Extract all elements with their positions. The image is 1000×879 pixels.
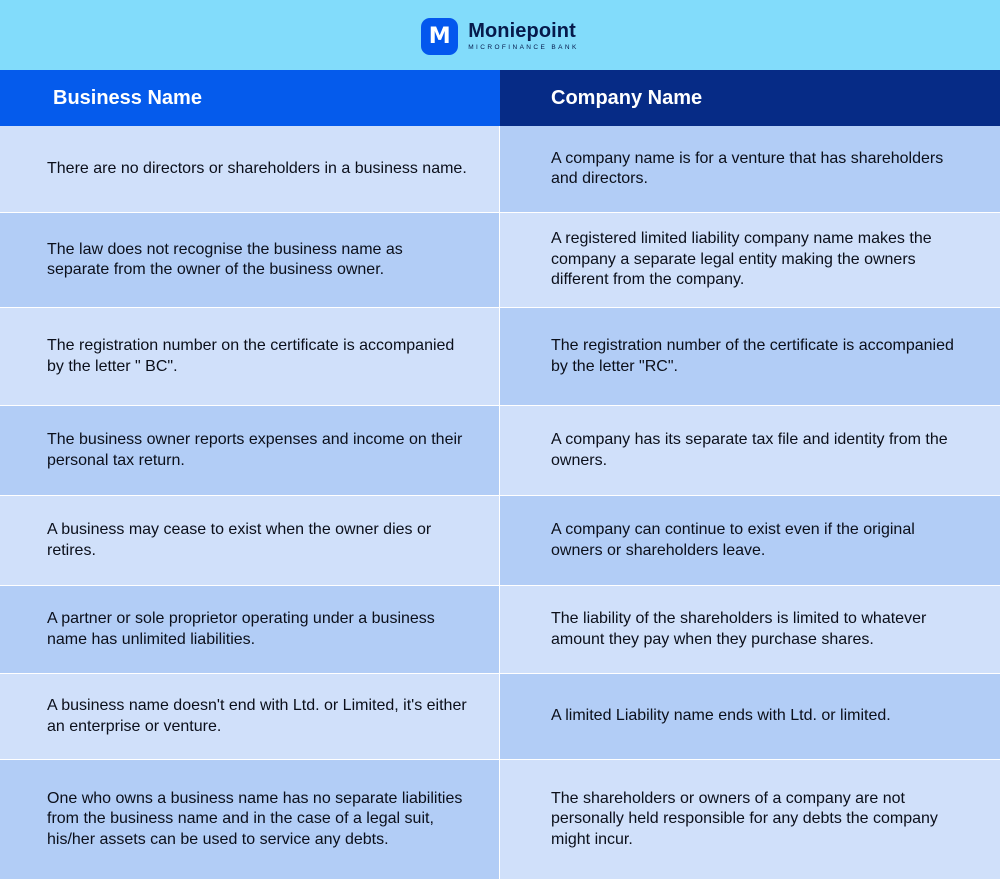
table-cell-company: The shareholders or owners of a company are not personally held responsible for any debts the company might incur. — [500, 759, 1000, 879]
table-cell-business: A business name doesn't end with Ltd. or Limited, it's either an enterprise or venture. — [0, 673, 500, 759]
brand-logo — [421, 18, 579, 55]
comparison-table — [0, 70, 1000, 879]
brand-name: Moniepoint — [468, 19, 576, 42]
header-business-name: Business Name — [0, 70, 500, 126]
table-cell-business: The law does not recognise the business name as separate from the owner of the business owner. — [0, 212, 500, 307]
table-cell-company: A company has its separate tax file and identity from the owners. — [500, 405, 1000, 495]
brand-text — [468, 21, 579, 52]
table-cell-company: The liability of the shareholders is limited to whatever amount they pay when they purchase shares. — [500, 585, 1000, 673]
table-cell-business: There are no directors or shareholders in a business name. — [0, 126, 500, 212]
moniepoint-logo-icon: M — [421, 18, 458, 55]
header-company-name: Company Name — [500, 70, 1000, 126]
brand-subtitle: MICROFINANCE BANK — [468, 43, 579, 51]
table-cell-business: One who owns a business name has no separate liabilities from the business name and in the case of a legal suit, his/her assets can be used to service any debts. — [0, 759, 500, 879]
table-cell-business: The registration number on the certificate is accompanied by the letter " BC". — [0, 307, 500, 405]
header-banner — [0, 0, 1000, 70]
table-cell-business: A business may cease to exist when the owner dies or retires. — [0, 495, 500, 585]
table-cell-business: A partner or sole proprietor operating under a business name has unlimited liabilities. — [0, 585, 500, 673]
table-cell-company: A limited Liability name ends with Ltd. or limited. — [500, 673, 1000, 759]
table-cell-company: The registration number of the certificate is accompanied by the letter "RC". — [500, 307, 1000, 405]
table-cell-company: A company can continue to exist even if the original owners or shareholders leave. — [500, 495, 1000, 585]
table-cell-company: A company name is for a venture that has shareholders and directors. — [500, 126, 1000, 212]
table-cell-business: The business owner reports expenses and income on their personal tax return. — [0, 405, 500, 495]
table-cell-company: A registered limited liability company name makes the company a separate legal entity making the owners different from the company. — [500, 212, 1000, 307]
